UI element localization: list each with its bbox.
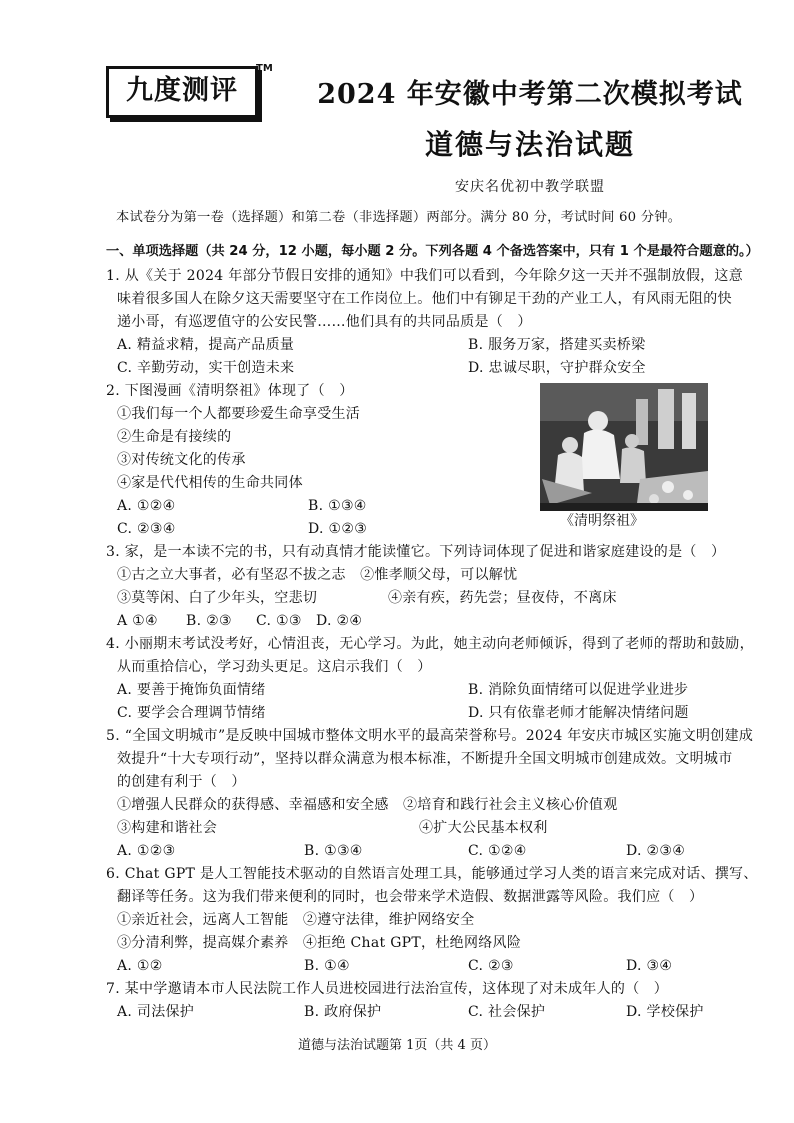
q1-stem-line-2: 味着很多国人在除夕这天需要坚守在工作岗位上。他们中有铆足干劲的产业工人，有风雨无阻的快: [117, 291, 732, 307]
q2-option-a: A. ①②④: [117, 498, 176, 514]
q2-statement-3: ③对传统文化的传承: [117, 452, 246, 468]
q6-option-c: C. ②③: [468, 958, 514, 974]
q3-poems-1-2: ①古之立大事者，必有坚忍不拔之志 ②惟孝顺父母，可以解忧: [117, 567, 518, 583]
q1-stem-line-1: 1. 从《关于 2024 年部分节假日安排的通知》中我们可以看到，今年除夕这一天并不强制放假，这意: [106, 268, 744, 284]
q1-option-b: B. 服务万家，搭建买卖桥梁: [468, 337, 646, 353]
q7-option-c: C. 社会保护: [468, 1004, 546, 1020]
q5-option-c: C. ①②④: [468, 843, 527, 859]
q7-option-d: D. 学校保护: [626, 1004, 704, 1020]
q5-option-a: A. ①②③: [117, 843, 176, 859]
q5-option-d: D. ②③④: [626, 843, 686, 859]
q4-option-a: A. 要善于掩饰负面情绪: [117, 682, 266, 698]
q3-stem: 3. 家，是一本读不完的书，只有动真情才能读懂它。下列诗词体现了促进和谐家庭建设的是（ ）: [106, 544, 726, 560]
q5-stem-line-1: 5. “全国文明城市”是反映中国城市整体文明水平的最高荣誉称号。2024 年安庆市城区实施文明创建成: [106, 728, 754, 744]
q3-option-b: B. ②③: [186, 613, 232, 629]
q6-statements-1-2: ①亲近社会，远离人工智能 ②遵守法律，维护网络安全: [117, 912, 475, 928]
q6-stem-line-2: 翻译等任务。这为我们带来便利的同时，也会带来学术造假、数据泄露等风险。我们应（ ）: [117, 889, 704, 905]
q1-stem-line-3: 递小哥，有巡逻值守的公安民警……他们具有的共同品质是（ ）: [117, 314, 532, 330]
q2-option-d: D. ①②③: [308, 521, 368, 537]
q6-stem-line-1: 6. Chat GPT 是人工智能技术驱动的自然语言处理工具，能够通过学习人类的语言来完成对话、撰写、: [106, 866, 758, 882]
q7-option-b: B. 政府保护: [304, 1004, 382, 1020]
comic-illustration-icon: [540, 383, 708, 511]
q1-option-d: D. 忠诚尽职，守护群众安全: [468, 360, 646, 376]
q4-stem-line-1: 4. 小丽期末考试没考好，心情沮丧，无心学习。为此，她主动向老师倾诉，得到了老师的帮助和鼓励，: [106, 636, 754, 652]
q7-stem: 7. 某中学邀请本市人民法院工作人员进校园进行法治宣传，这体现了对未成年人的（ ）: [106, 981, 669, 997]
q2-option-b: B. ①③④: [308, 498, 367, 514]
q2-stem: 2. 下图漫画《清明祭祖》体现了（ ）: [106, 383, 354, 399]
q4-stem-line-2: 从而重拾信心，学习劲头更足。这启示我们（ ）: [117, 659, 432, 675]
q3-option-d: D. ②④: [316, 613, 363, 629]
q5-stem-line-2: 效提升“十大专项行动”，坚持以群众满意为根本标准，不断提升全国文明城市创建成效。文明城市: [117, 751, 733, 767]
q2-statement-2: ②生命是有接续的: [117, 429, 232, 445]
q4-option-c: C. 要学会合理调节情绪: [117, 705, 266, 721]
exam-subject-title: 道德与法治试题: [424, 128, 635, 161]
q6-statements-3-4: ③分清利弊，提高媒介素养 ④拒绝 Chat GPT，杜绝网络风险: [117, 935, 522, 951]
q5-option-b: B. ①③④: [304, 843, 363, 859]
q7-option-a: A. 司法保护: [117, 1004, 195, 1020]
q3-poem-4: ④亲有疾，药先尝；昼夜侍，不离床: [388, 590, 617, 606]
q1-option-c: C. 辛勤劳动，实干创造未来: [117, 360, 295, 376]
trademark-mark: TM: [256, 63, 273, 74]
q6-option-a: A. ①②: [117, 958, 163, 974]
q3-poem-3: ③莫等闲、白了少年头，空悲切: [117, 590, 318, 606]
q1-option-a: A. 精益求精，提高产品质量: [117, 337, 295, 353]
q6-option-d: D. ③④: [626, 958, 673, 974]
q5-statement-4: ④扩大公民基本权利: [419, 820, 548, 836]
q4-option-d: D. 只有依靠老师才能解决情绪问题: [468, 705, 689, 721]
tomb-sweeping-comic-image: [540, 383, 708, 511]
q3-option-c: C. ①③: [256, 613, 302, 629]
q5-statement-3: ③构建和谐社会: [117, 820, 218, 836]
q6-option-b: B. ①④: [304, 958, 350, 974]
q2-statement-1: ①我们每一个人都要珍爱生命享受生活: [117, 406, 361, 422]
brand-logo: 九度测评: [106, 66, 258, 118]
q4-option-b: B. 消除负面情绪可以促进学业进步: [468, 682, 689, 698]
q5-stem-line-3: 的创建有利于（ ）: [117, 774, 246, 790]
exam-instructions: 本试卷分为第一卷（选择题）和第二卷（非选择题）两部分。满分 80 分，考试时间 60 分钟。: [116, 210, 682, 225]
q3-option-a: A ①④: [117, 613, 158, 629]
page-footer: 道德与法治试题第 1页（共 4 页）: [298, 1038, 496, 1053]
exam-title: 2024 年安徽中考第二次模拟考试: [317, 79, 743, 110]
section-heading: 一、单项选择题（共 24 分，12 小题，每小题 2 分。下列各题 4 个备选答案中，只有 1 个是最符合题意的。）: [106, 244, 759, 259]
q5-statements-1-2: ①增强人民群众的获得感、幸福感和安全感 ②培育和践行社会主义核心价值观: [117, 797, 618, 813]
comic-caption: 《清明祭祖》: [560, 513, 644, 529]
exam-organizer: 安庆名优初中教学联盟: [455, 179, 605, 195]
q2-statement-4: ④家是代代相传的生命共同体: [117, 475, 303, 491]
q2-option-c: C. ②③④: [117, 521, 176, 537]
